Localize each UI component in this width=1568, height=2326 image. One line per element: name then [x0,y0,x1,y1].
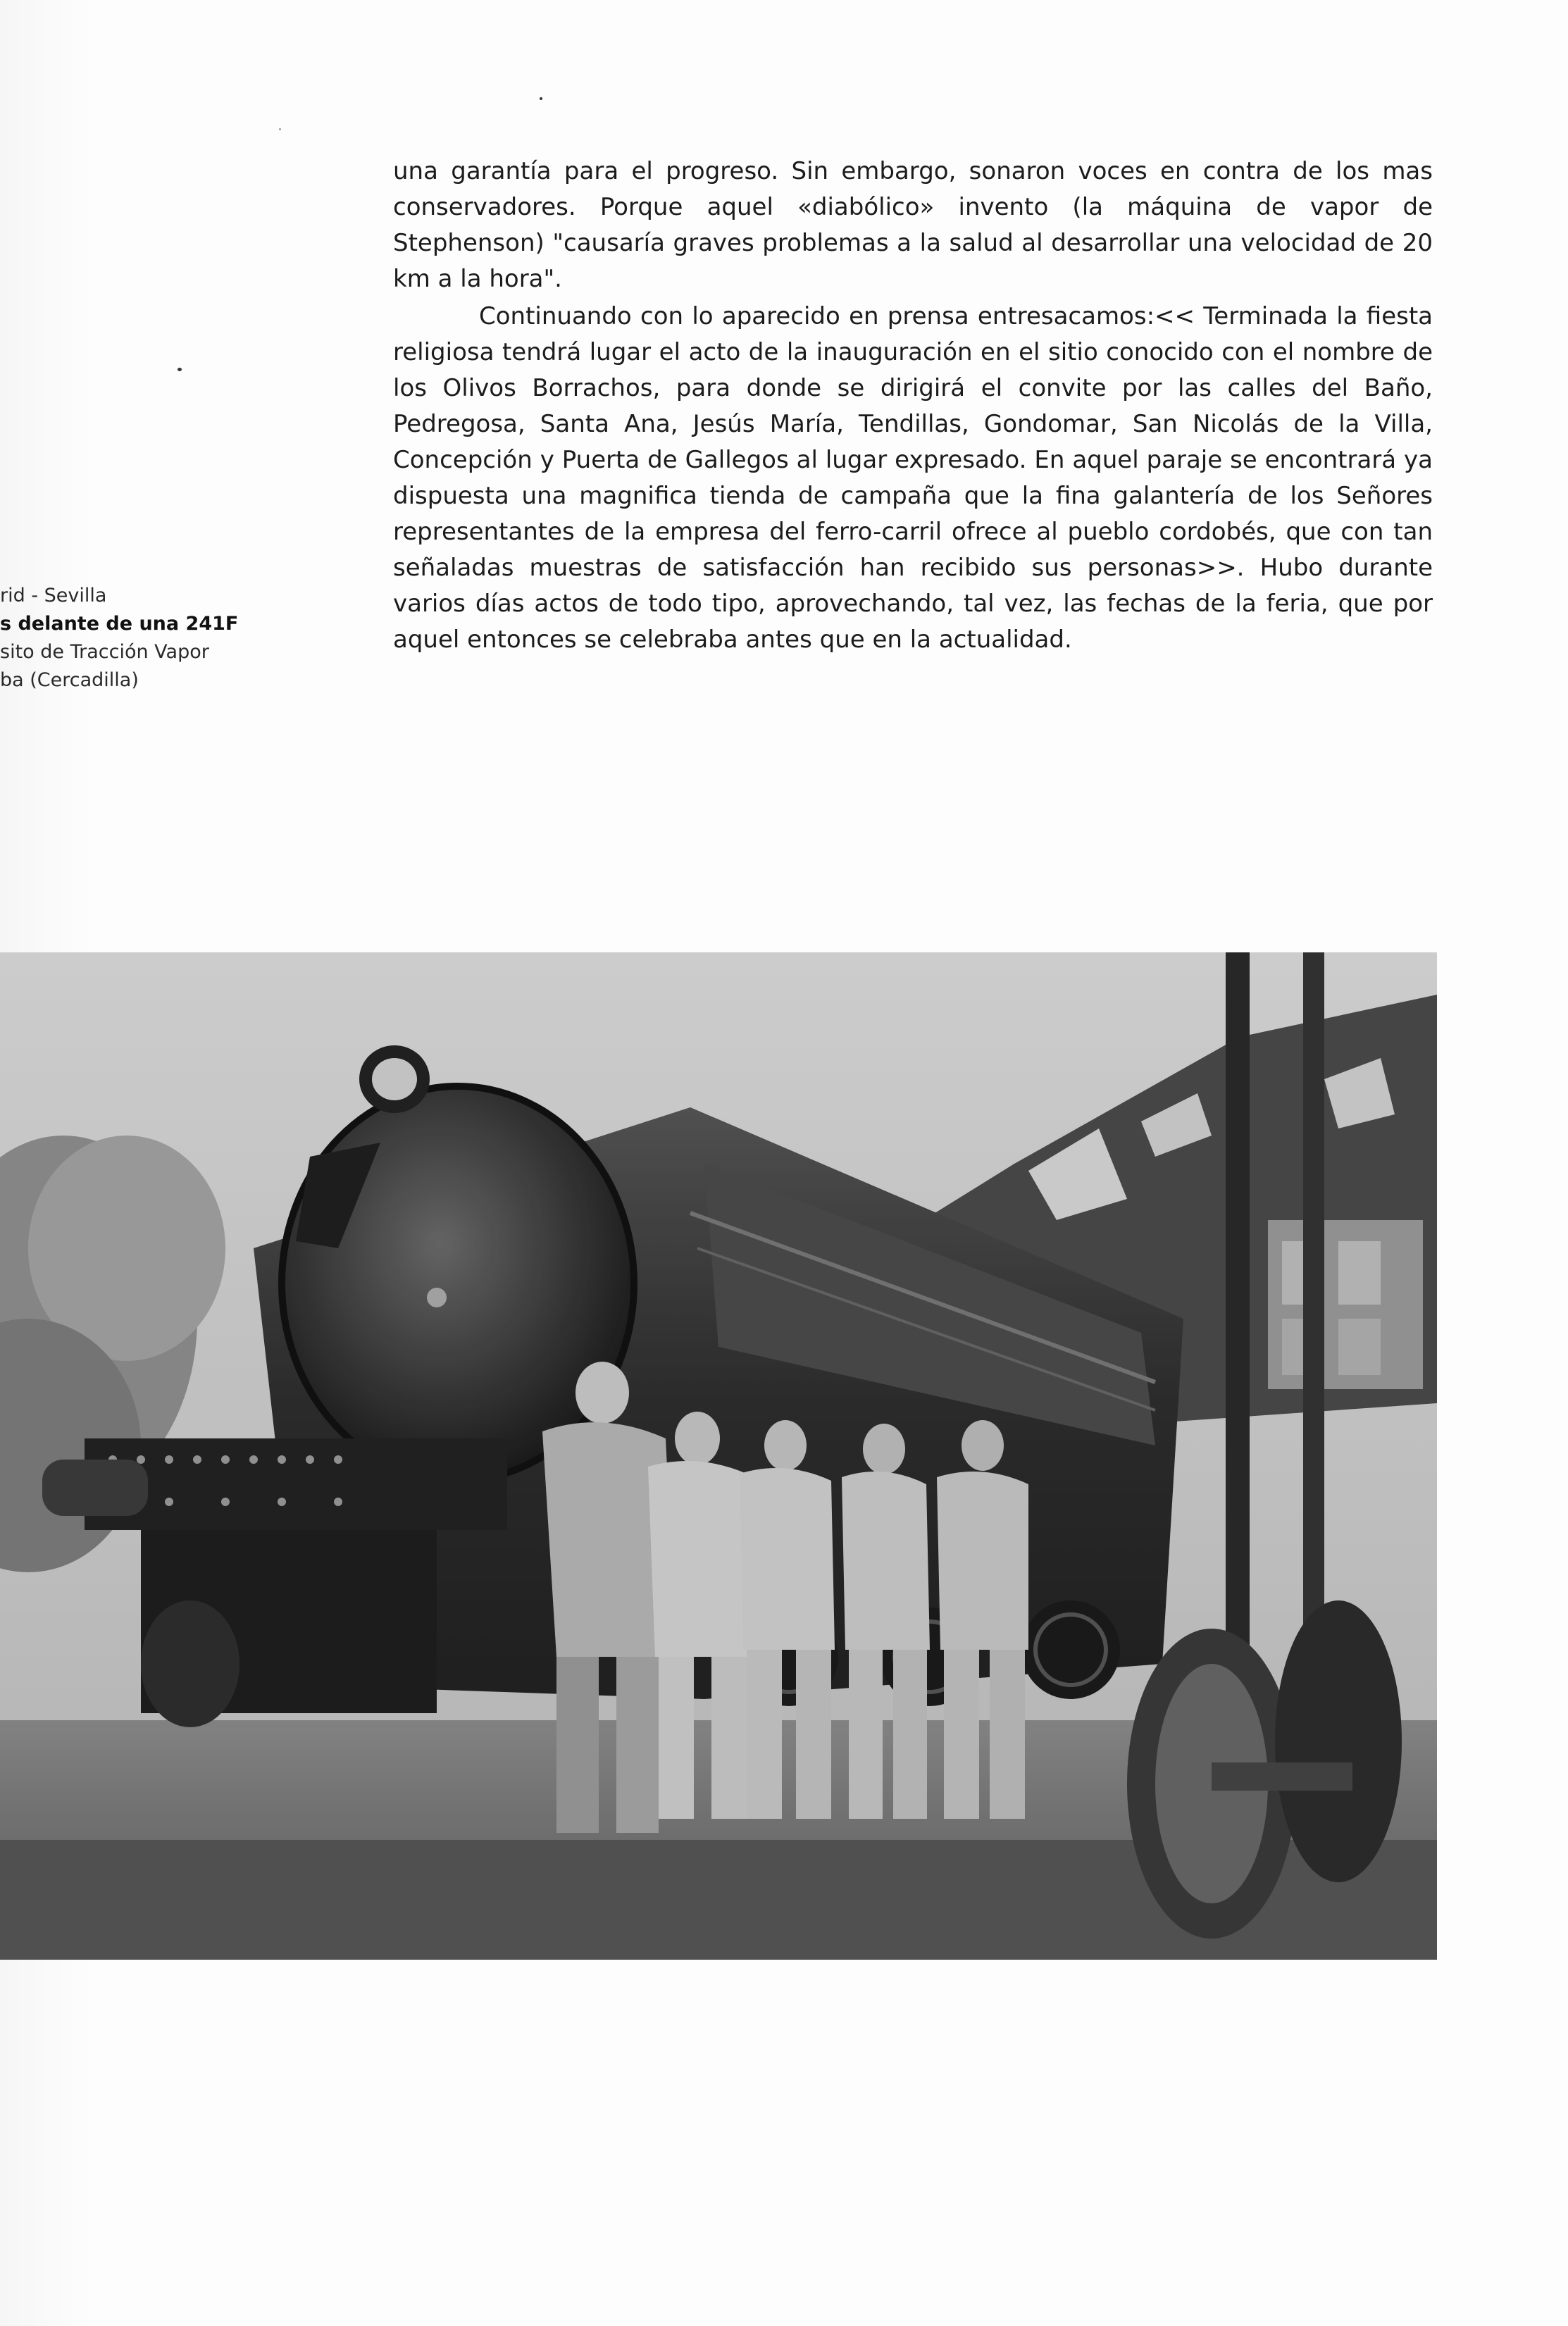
caption-line-place: ba (Cercadilla) [0,669,139,691]
caption-line-depot: sito de Tracción Vapor [0,641,209,663]
caption-line-route: rid - Sevilla [0,585,107,607]
paragraph-1: una garantía para el progreso. Sin embargo, sonaron voces en contra de los mas conservadores. Porque aquel «diabólico» invento (la máquina de vapor de Stephenson) "causaría graves problemas a la salud al desarrollar una velocidad de 20 km a la hora". [393,157,1433,293]
page-speck [540,97,542,100]
page-speck [279,128,281,130]
caption-line-title: s delante de una 241F [0,613,239,635]
locomotive-photograph [0,952,1437,1960]
paragraph-2: Continuando con lo aparecido en prensa entresacamos:<< Terminada la fiesta religiosa tendrá lugar el acto de la inauguración en el sitio conocido con el nombre de los Olivos Borrachos, para donde se dirigirá el convite por las calles del Baño, Pedregosa, Santa Ana, Jesús María, Tendillas, Gondomar, San Nicolás de la Villa, Concepción y Puerta de Gallegos al lugar expresado. En aquel paraje se encontrará ya dispuesta una magnifica tienda de campaña que la fina galantería de los Señores representantes de la empresa del ferro-carril ofrece al pueblo cordobés, que con tan señaladas muestras de satisfacción han recibido sus personas>>. Hubo durante varios días actos de todo tipo, aprovechando, tal vez, las fechas de la feria, que por aquel entonces se celebraba antes que en la actualidad. [393,302,1433,654]
photo-caption [0,582,254,695]
page-speck [178,368,182,371]
